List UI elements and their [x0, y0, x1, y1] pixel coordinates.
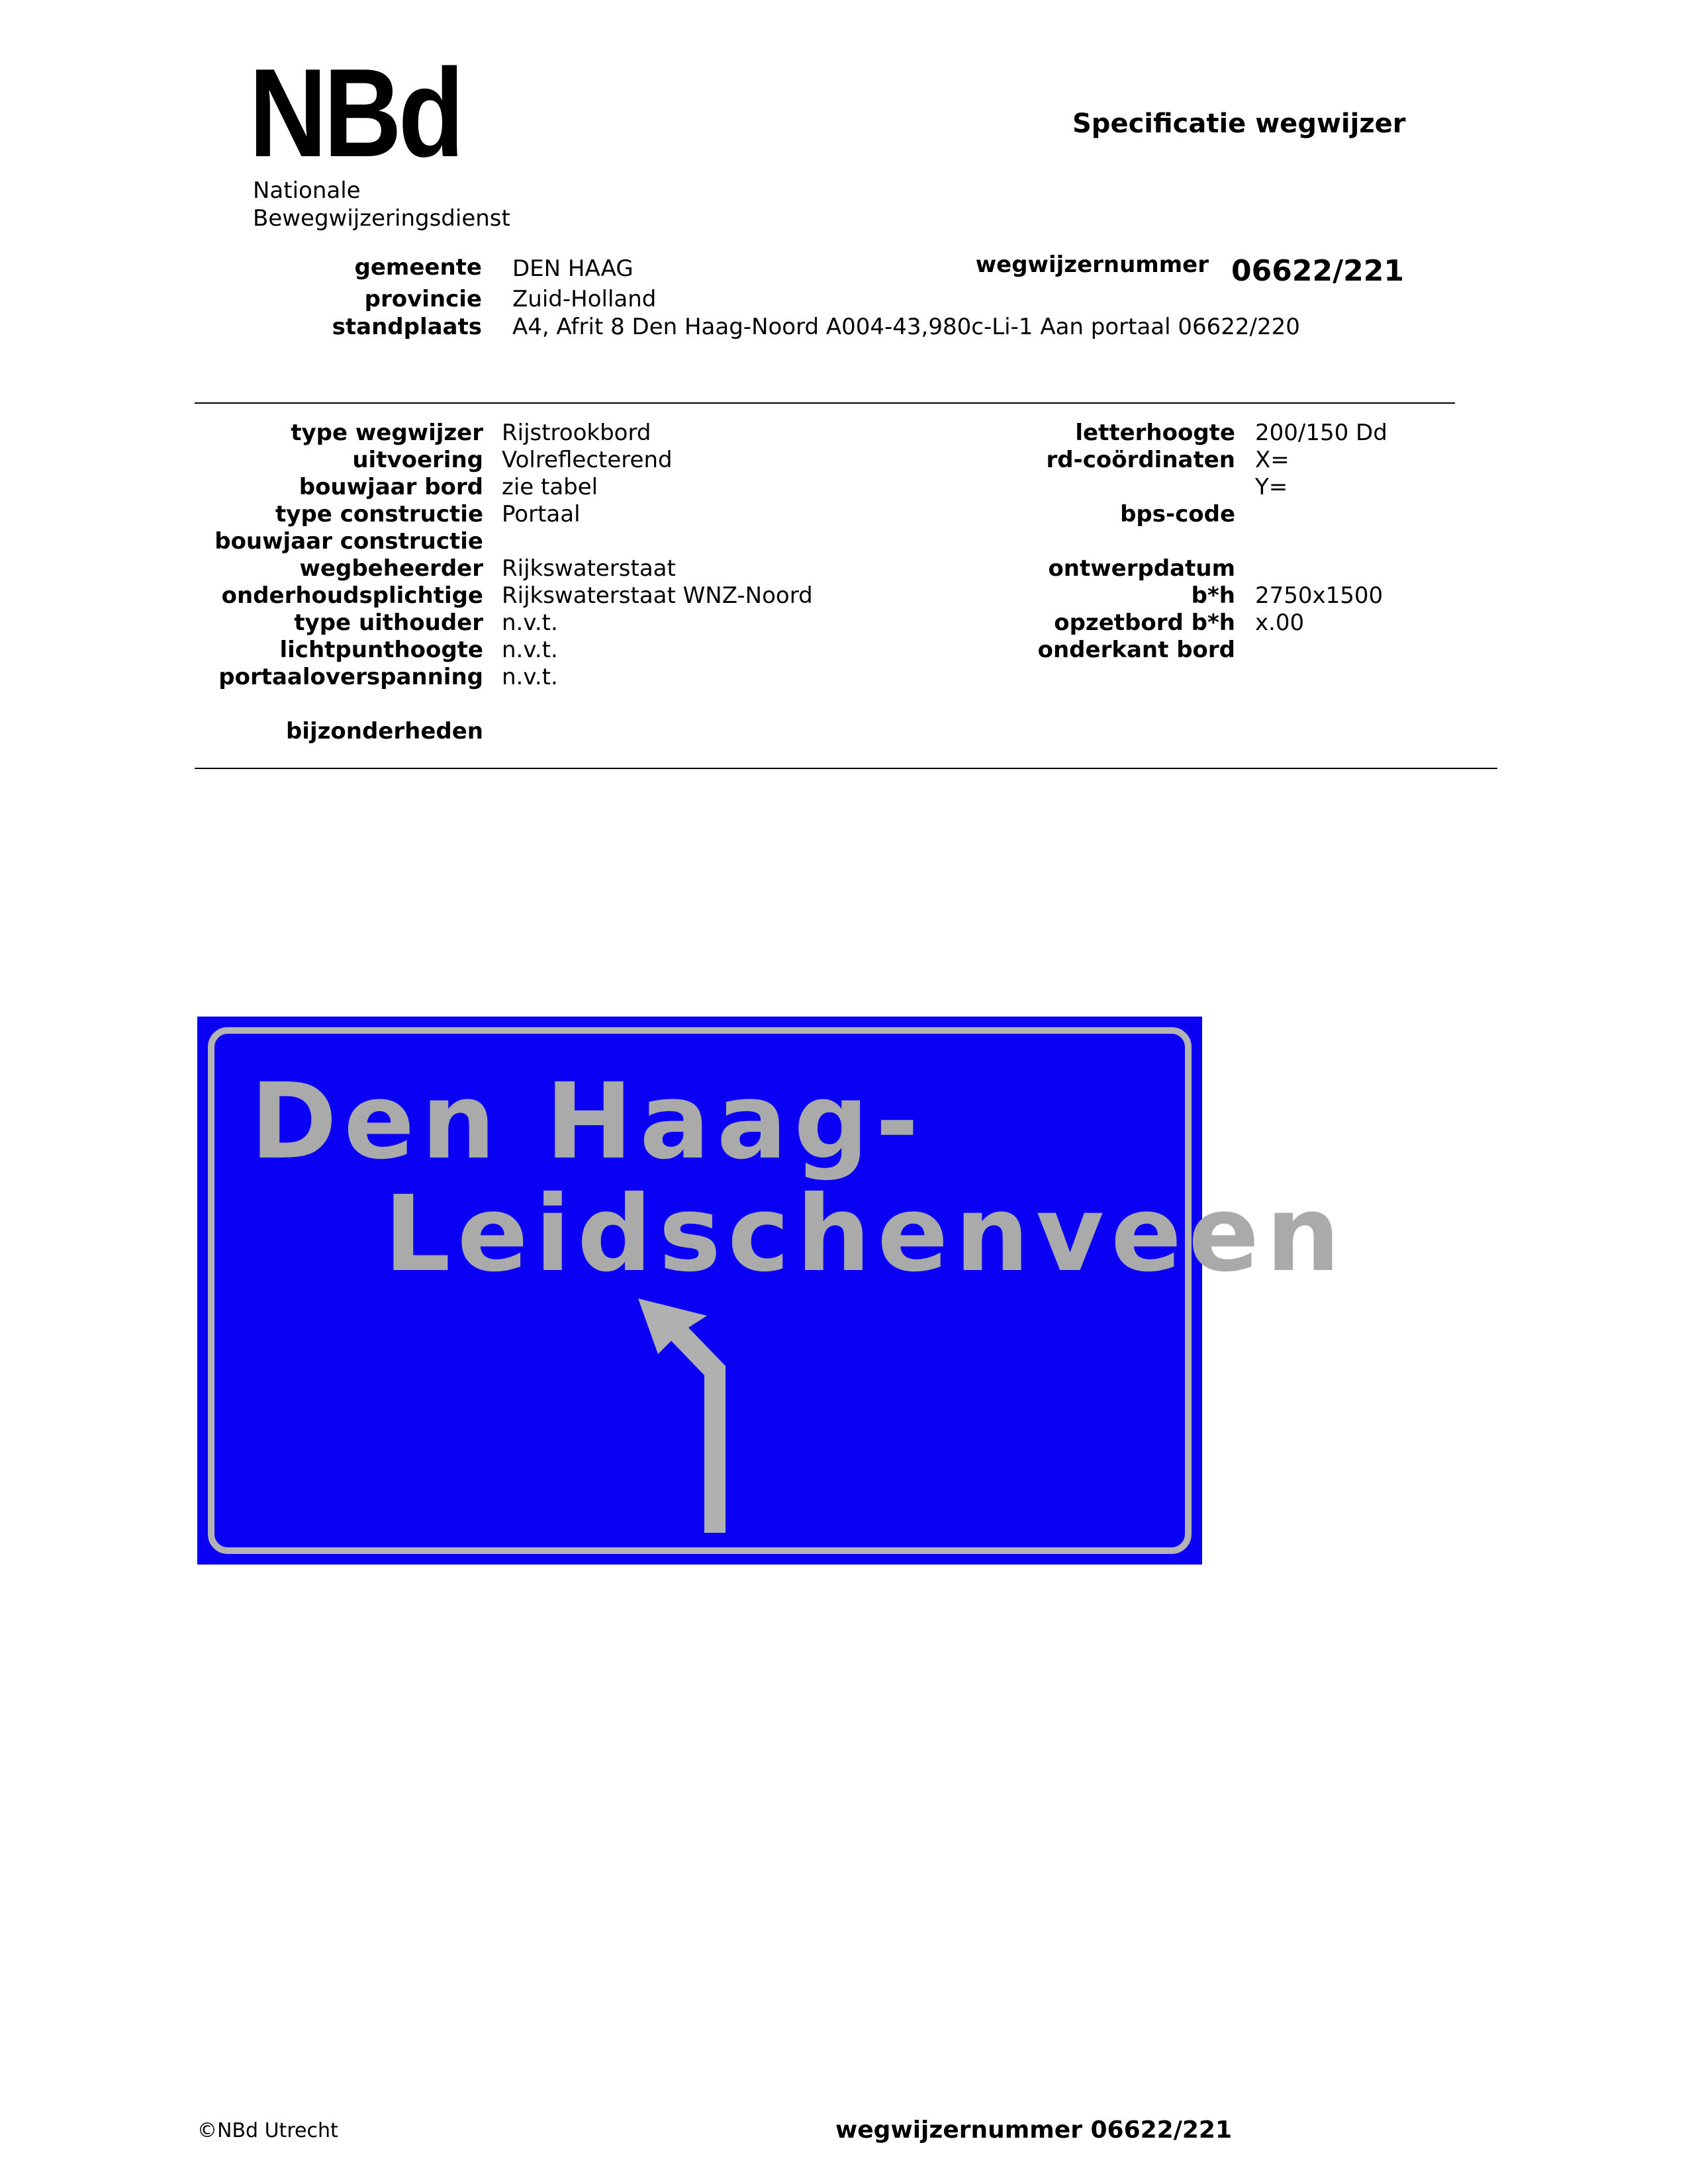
ontwerpdatum-label: ontwerpdatum	[1048, 555, 1235, 582]
footer-wegwijzernummer: wegwijzernummer 06622/221	[835, 2116, 1233, 2144]
sign-destination-line-2: Leidschenveen	[384, 1173, 1347, 1295]
uitvoering-value: Volreflecterend	[502, 447, 673, 473]
bps-code-label: bps-code	[1120, 501, 1235, 527]
gemeente-label: gemeente	[354, 254, 482, 281]
uitvoering-label: uitvoering	[352, 447, 483, 473]
opzetbord-label: opzetbord b*h	[1054, 610, 1235, 636]
letterhoogte-label: letterhoogte	[1075, 420, 1235, 446]
logo-line-1: Nationale	[253, 177, 361, 204]
wegwijzernummer-value: 06622/221	[1231, 254, 1404, 288]
type-uithouder-value: n.v.t.	[502, 610, 558, 636]
bijzonderheden-label: bijzonderheden	[285, 718, 483, 745]
standplaats-label: standplaats	[332, 314, 482, 340]
letterhoogte-value: 200/150 Dd	[1255, 420, 1387, 446]
lichtpunthoogte-value: n.v.t.	[502, 637, 558, 663]
arrow-up-left-icon	[628, 1288, 773, 1539]
wegwijzernummer-label: wegwijzernummer	[975, 251, 1209, 278]
bouwjaar-constructie-label: bouwjaar constructie	[214, 528, 483, 555]
lichtpunthoogte-label: lichtpunthoogte	[279, 637, 483, 663]
wegbeheerder-label: wegbeheerder	[299, 555, 483, 582]
document-title: Specificatie wegwijzer	[1072, 109, 1406, 139]
bh-label: b*h	[1191, 582, 1235, 609]
sign-destination-line-1: Den Haag-	[250, 1061, 925, 1183]
footer-copyright: ©NBd Utrecht	[197, 2119, 338, 2142]
rd-y-value: Y=	[1255, 474, 1288, 500]
bh-value: 2750x1500	[1255, 582, 1383, 609]
provincie-value: Zuid-Holland	[512, 286, 657, 312]
onderhoudsplichtige-value: Rijkswaterstaat WNZ-Noord	[502, 582, 813, 609]
type-wegwijzer-label: type wegwijzer	[291, 420, 483, 446]
logo-line-2: Bewegwijzeringsdienst	[253, 205, 510, 232]
type-constructie-label: type constructie	[275, 501, 483, 527]
bouwjaar-bord-label: bouwjaar bord	[299, 474, 483, 500]
wegbeheerder-value: Rijkswaterstaat	[502, 555, 676, 582]
portaaloverspanning-label: portaaloverspanning	[218, 664, 483, 690]
portaaloverspanning-value: n.v.t.	[502, 664, 558, 690]
onderkant-bord-label: onderkant bord	[1037, 637, 1235, 663]
rd-coordinaten-label: rd-coördinaten	[1046, 447, 1235, 473]
rd-x-value: X=	[1255, 447, 1289, 473]
top-divider	[195, 402, 1455, 404]
type-uithouder-label: type uithouder	[294, 610, 483, 636]
standplaats-value: A4, Afrit 8 Den Haag-Noord A004-43,980c-Li-1 Aan portaal 06622/220	[512, 314, 1300, 340]
type-wegwijzer-value: Rijstrookbord	[502, 420, 651, 446]
type-constructie-value: Portaal	[502, 501, 581, 527]
road-sign	[197, 1017, 1347, 1565]
bottom-divider	[195, 768, 1497, 769]
gemeente-value: DEN HAAG	[512, 255, 633, 282]
nbd-logo: NBd	[249, 43, 461, 183]
provincie-label: provincie	[364, 286, 482, 312]
opzetbord-value: x.00	[1255, 610, 1305, 636]
bouwjaar-bord-value: zie tabel	[502, 474, 598, 500]
onderhoudsplichtige-label: onderhoudsplichtige	[221, 582, 483, 609]
